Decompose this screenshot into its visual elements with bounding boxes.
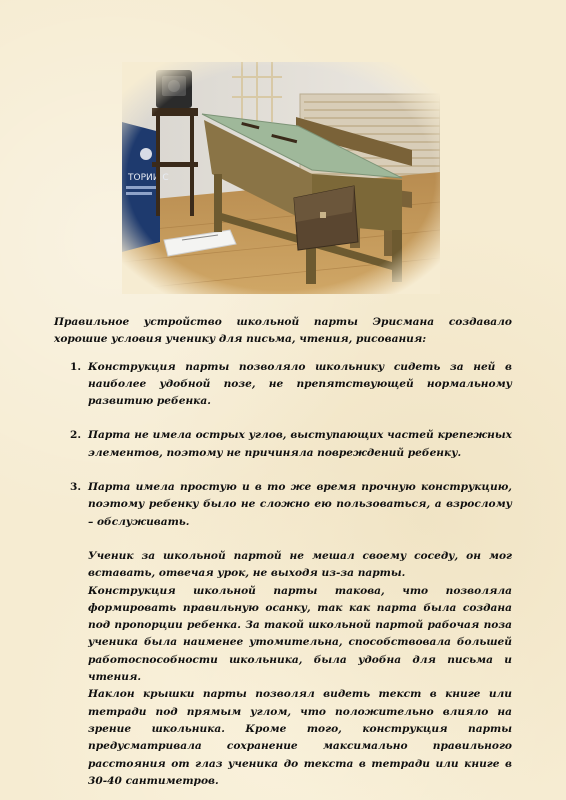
list-number: 3. — [70, 481, 82, 494]
intro-paragraph: Правильное устройство школьной парты Эрисмана создавало хорошие условия ученику для письма, чтения, рисования: — [54, 316, 512, 346]
numbered-list — [54, 359, 512, 531]
desk-illustration — [122, 62, 440, 294]
list-item — [54, 479, 512, 531]
body-paragraph: Ученик за школьной партой не мешал своему соседу, он мог вставать, отвечая урок, не выходя из-за парты. — [88, 549, 512, 580]
list-item — [54, 427, 512, 462]
list-item — [54, 359, 512, 411]
list-number: 2. — [70, 429, 82, 442]
body-paragraph: Конструкция школьной парты такова, что позволяла формировать правильную осанку, так как парта была создана под пропорции ребенка. За такой школьной партой рабочая поза ученика была наименее утомительна, способствовала большей работоспособности школьника, была удобна для письма и чтения. — [88, 584, 512, 684]
list-number: 1. — [70, 360, 82, 373]
museum-desk-photo — [122, 62, 440, 294]
list-text: Парта не имела острых углов, выступающих частей крепежных элементов, поэтому не причиняла повреждений ребенку. — [88, 429, 512, 459]
list-text: Парта имела простую и в то же время прочную конструкцию, поэтому ребенку было не сложно ею пользоваться, а взрослому – обслуживать. — [88, 481, 512, 528]
article-text — [54, 314, 512, 790]
body-paragraph: Наклон крышки парты позволял видеть текст в книге или тетради под прямым углом, что положительно влияло на зрение школьника. Кроме того, конструкция парты предусматривала сохранение максимально правильного расстояния от глаз ученика до текста в тетради или книге в 30-40 сантиметров. — [88, 688, 512, 787]
list-text: Конструкция парты позволяло школьнику сидеть за ней в наиболее удобной позе, не препятствующей нормальному развитию ребенка. — [88, 360, 512, 408]
